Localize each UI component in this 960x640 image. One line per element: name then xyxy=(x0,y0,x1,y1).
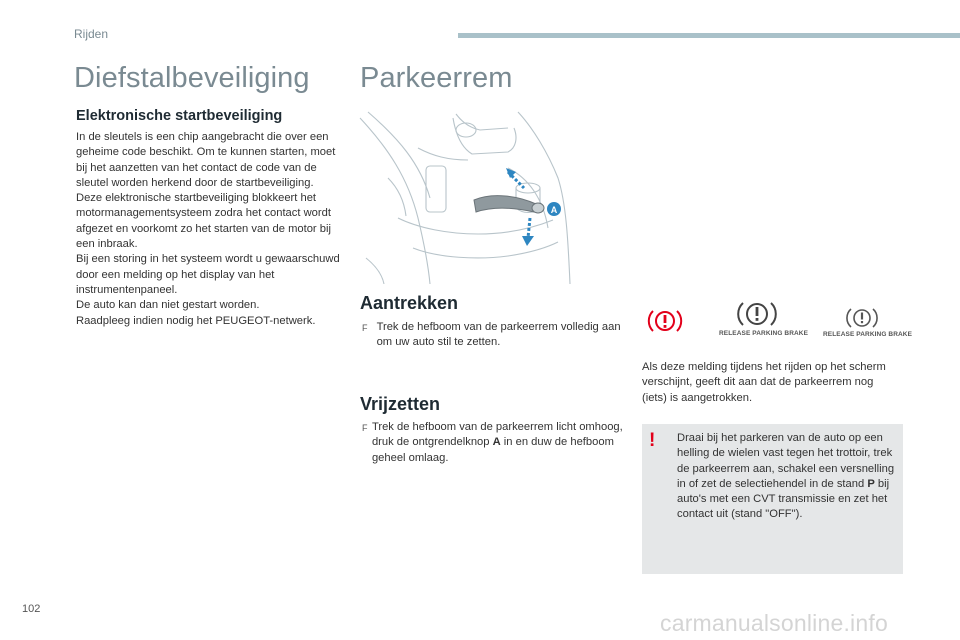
release-parking-brake-icon-small xyxy=(845,306,879,330)
paragraph: Raadpleeg indien nodig het PEUGEOT-netwerk. xyxy=(76,314,316,327)
bullet-mark: F xyxy=(362,323,368,333)
paragraph: In de sleutels is een chip aangebracht die over een geheime code beschikt. Om te kunnen starten, moet bij het aanzetten van het contact de code van de sleutel worden herkend door de startbeveiliging. xyxy=(76,131,336,189)
release-caption-stacked: RELEASE PARKING BRAKE xyxy=(719,330,809,337)
watermark: carmanualsonline.info xyxy=(660,610,888,636)
paragraph: Deze elektronische startbeveiliging blokkeert het motormanagementsysteem zodra het contact wordt afgezet en voorkomt zo het starten van de motor bij een inbraak. xyxy=(76,192,331,251)
heading-aantrekken: Aantrekken xyxy=(360,293,459,313)
callout-a-label: A xyxy=(550,205,558,215)
bullet-text: Trek de hefboom van de parkeerrem licht omhoog, druk de ontgrendelknop A in en duw de hefboom geheel omlaag. xyxy=(371,421,623,464)
warning-note-text: Draai bij het parkeren van de auto op een helling de wielen vast tegen het trottoir, trek de parkeerrem aan, schakel een versnelling in of zet de selectiehendel in de stand P bij auto's met een CVT transmissie en zet het contact uit (stand "OFF"). xyxy=(677,432,895,521)
paragraph: De auto kan dan niet gestart worden. xyxy=(76,299,260,312)
parking-brake-illustration xyxy=(358,108,572,284)
header-bar xyxy=(458,33,960,38)
section-label: Rijden xyxy=(74,27,109,41)
release-parking-brake-icon xyxy=(735,299,779,329)
bullet-vrijzetten xyxy=(362,420,632,466)
melding-text: Als deze melding tijdens het rijden op het scherm verschijnt, geeft dit aan dat de parkeerrem nog (iets) is aangetrokken. xyxy=(642,361,886,404)
release-caption-inline: RELEASE PARKING BRAKE xyxy=(823,331,913,338)
page-number: 102 xyxy=(22,603,41,615)
bullet-aantrekken xyxy=(362,320,622,351)
paragraph: Bij een storing in het systeem wordt u gewaarschuwd door een melding op het display van het instrumentenpaneel. xyxy=(76,253,340,296)
page-title-diefstalbeveiliging: Diefstalbeveiliging xyxy=(74,62,310,94)
bullet-mark: F xyxy=(362,423,368,433)
subheading-startbeveiliging: Elektronische startbeveiliging xyxy=(76,108,283,124)
warning-exclamation-icon: ! xyxy=(649,430,656,451)
bullet-text: Trek de hefboom van de parkeerrem volledig aan om uw auto stil te zetten. xyxy=(376,321,621,349)
parking-brake-warning-icon xyxy=(647,307,683,335)
startbeveiliging-body xyxy=(76,130,344,329)
page-title-parkeerrem: Parkeerrem xyxy=(360,62,513,94)
heading-vrijzetten: Vrijzetten xyxy=(360,394,441,414)
